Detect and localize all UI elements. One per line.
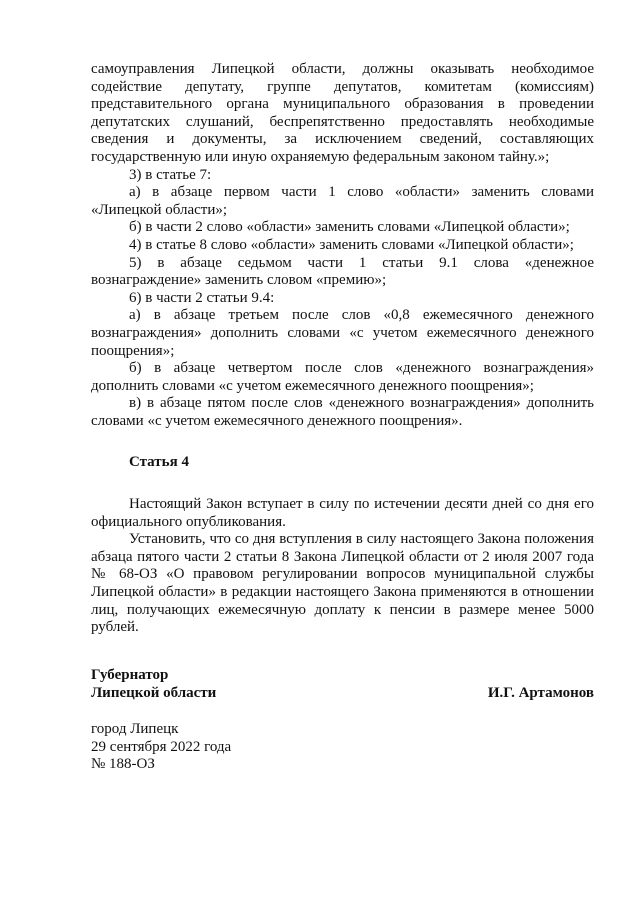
signature-block xyxy=(91,667,594,702)
document-date: 29 сентября 2022 года xyxy=(91,738,232,755)
paragraph-continuation: самоуправления Липецкой области, должны оказывать необходимое содействие депутату, группе депутатов, комитетам (комиссиям) представительного органа муниципального образования в проведении депутатских слушаний, беспрепятственно предоставлять необходимые сведения и документы, за исключением сведений, составляющих государственную или иную охраняемую федеральным законом тайну.»; xyxy=(91,61,594,165)
signatory-title-line2: Липецкой области xyxy=(91,684,217,701)
paragraph-item-3: 3) в статье 7: xyxy=(129,166,212,183)
paragraph-item-6a: а) в абзаце третьем после слов «0,8 ежемесячного денежного вознаграждения» дополнить словами «с учетом ежемесячного денежного поощрения»; xyxy=(91,307,594,359)
paragraph-item-5: 5) в абзаце седьмом части 1 статьи 9.1 слова «денежное вознаграждение» заменить словом «премию»; xyxy=(91,254,594,289)
paragraph-item-3b: б) в части 2 слово «области» заменить словами «Липецкой области»; xyxy=(129,219,570,236)
signature-row xyxy=(91,685,594,703)
paragraph-item-3a: а) в абзаце первом части 1 слово «области» заменить словами «Липецкой области»; xyxy=(91,184,594,218)
place-date-block xyxy=(91,721,491,774)
paragraph-transitional-provision: Установить, что со дня вступления в силу настоящего Закона положения абзаца пятого части 2 статьи 8 Закона Липецкой области от 2 июля 2007 года № 68-ОЗ «О правовом регулировании вопросов муниципальной службы Липецкой области» в редакции настоящего Закона применяются в отношении лиц, получающих ежемесячную доплату к пенсии в размере менее 5000 рублей. xyxy=(91,531,594,636)
place-city: город Липецк xyxy=(91,721,179,737)
signatory-title-line1: Губернатор xyxy=(91,667,169,683)
signatory-name: И.Г. Артамонов xyxy=(487,684,594,701)
document-number: № 188-ОЗ xyxy=(91,756,155,773)
document-body xyxy=(91,61,594,637)
article-heading: Статья 4 xyxy=(129,454,189,471)
paragraph-entry-into-force: Настоящий Закон вступает в силу по истечении десяти дней со дня его официального опубликования. xyxy=(91,496,594,530)
paragraph-item-6c: в) в абзаце пятом после слов «денежного вознаграждения» дополнить словами «с учетом ежемесячного денежного поощрения». xyxy=(91,395,594,429)
paragraph-item-4: 4) в статье 8 слово «области» заменить словами «Липецкой области»; xyxy=(129,236,574,253)
paragraph-item-6b: б) в абзаце четвертом после слов «денежного вознаграждения» дополнить словами «с учетом ежемесячного денежного поощрения»; xyxy=(91,360,594,394)
paragraph-item-6: 6) в части 2 статьи 9.4: xyxy=(129,289,275,306)
